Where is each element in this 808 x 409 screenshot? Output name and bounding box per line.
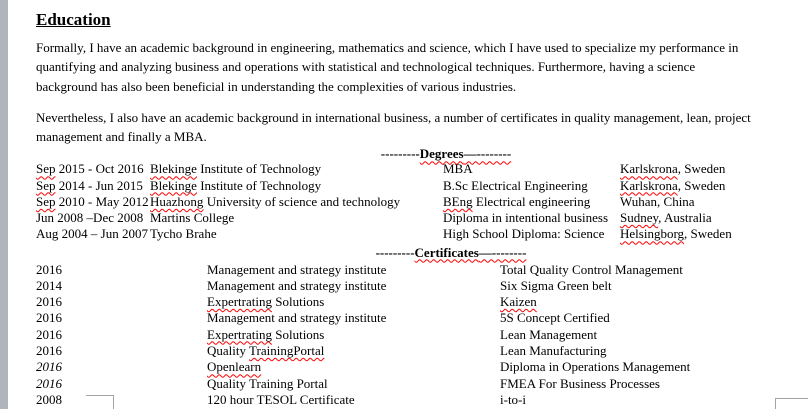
certificate-name: Six Sigma Green belt xyxy=(500,277,612,293)
misspelled-word: Openlearn xyxy=(207,359,262,375)
degree-row xyxy=(36,194,776,210)
certificate-issuer xyxy=(207,359,500,375)
degree-row xyxy=(36,226,776,242)
certificate-year: 2014 xyxy=(36,277,62,293)
degree-period: Jun 2008 –Dec 2008 xyxy=(36,210,144,226)
degree-location: Sudney, Australia xyxy=(620,210,712,226)
certificate-issuer: Management and strategy institute xyxy=(207,277,387,293)
certificate-name: 5S Concept Certified xyxy=(500,310,610,326)
text-boundary-mark-right xyxy=(775,398,808,409)
misspelled-word: Kaizen xyxy=(500,294,537,310)
text-boundary-mark-left xyxy=(86,395,114,409)
certificate-issuer: Quality TrainingPortal xyxy=(207,342,325,358)
degrees-heading-word: Degrees—-------- xyxy=(419,146,512,162)
certificate-year: 2016 xyxy=(36,359,62,375)
misspelled-word: Blekinge xyxy=(150,177,197,193)
misspelled-word: Huazhong xyxy=(150,193,204,209)
degree-name: Diploma in intentional business xyxy=(443,210,609,226)
degree-period: Sep 2015 - Oct 2016 xyxy=(36,161,144,177)
misspelled-word: Expertrating xyxy=(207,326,272,342)
certificate-issuer: Management and strategy institute xyxy=(207,310,387,326)
certificate-year: 2016 xyxy=(36,342,62,358)
certificate-year: 2016 xyxy=(36,294,62,310)
degree-row xyxy=(36,210,776,226)
certificates-heading xyxy=(81,246,808,260)
certificate-name xyxy=(500,294,776,310)
left-margin-strip xyxy=(0,0,8,409)
degree-location: Karlskrona, Sweden xyxy=(620,161,726,177)
degrees-heading xyxy=(76,147,808,161)
degree-period: Sep 2014 - Jun 2015 xyxy=(36,177,143,193)
degree-name: B.Sc Electrical Engineering xyxy=(443,177,588,193)
certificates-heading-word: Certificates—-------- xyxy=(414,244,527,260)
intro-paragraph: Formally, I have an academic background in engineering, mathematics and science, which I have used to specialize my performance in quantifying and analyzing business and operations with statistical and technological techniques. Furthermore, having a science background has also been beneficial in understanding the complexities of various industries. xyxy=(36,40,739,94)
certificate-name: Lean Management xyxy=(500,326,598,342)
misspelled-word: Karlskrona xyxy=(620,177,678,193)
degree-row xyxy=(36,161,776,177)
misspelled-word: TrainingPortal xyxy=(249,342,325,358)
certificate-year: 2016 xyxy=(36,310,62,326)
certificate-issuer: Quality Training Portal xyxy=(207,375,328,391)
certificate-row xyxy=(36,343,776,359)
certificate-issuer: Expertrating Solutions xyxy=(207,326,325,342)
document-text-area[interactable] xyxy=(36,10,776,408)
degree-institution: Blekinge Institute of Technology xyxy=(150,161,322,177)
certificate-row xyxy=(36,310,776,326)
certificate-row xyxy=(36,392,776,408)
misspelled-word: Blekinge xyxy=(150,161,197,177)
certificate-row xyxy=(36,376,776,392)
certificate-row xyxy=(36,262,776,278)
misspelled-word: Karlskrona xyxy=(620,161,678,177)
certificate-row xyxy=(36,359,776,375)
misspelled-word: Helsingborg xyxy=(620,226,685,242)
certificate-name: FMEA For Business Processes xyxy=(500,375,660,391)
certificate-year: 2016 xyxy=(36,375,62,391)
misspelled-word: Sep xyxy=(36,177,56,193)
degree-row xyxy=(36,178,776,194)
certificate-year: 2008 xyxy=(36,391,62,407)
certificate-name: Total Quality Control Management xyxy=(500,261,683,277)
certificate-row xyxy=(36,278,776,294)
misspelled-word: Sudney xyxy=(620,210,659,226)
degree-location: Helsingborg, Sweden xyxy=(620,226,732,242)
degree-location: Wuhan, China xyxy=(620,193,695,209)
certificate-name: Lean Manufacturing xyxy=(500,342,607,358)
degree-name: MBA xyxy=(443,161,473,177)
degrees-table xyxy=(36,161,776,242)
certificate-name: i-to-i xyxy=(500,391,526,407)
certificate-issuer: 120 hour TESOL Certificate xyxy=(207,391,355,407)
certificate-year: 2016 xyxy=(36,326,62,342)
degree-name: BEng Electrical engineering xyxy=(443,193,591,209)
misspelled-word: BEng xyxy=(443,193,473,209)
degrees-heading-dashes: --------- xyxy=(380,146,420,162)
misspelled-word: Sep xyxy=(36,161,56,177)
degree-period: Aug 2004 – Jun 2007 xyxy=(36,226,148,242)
degree-location: Karlskrona, Sweden xyxy=(620,177,726,193)
certificates-heading-dashes: --------- xyxy=(375,244,415,260)
misspelled-word: Sep xyxy=(36,193,56,209)
certificate-issuer: Management and strategy institute xyxy=(207,261,387,277)
degree-institution: Blekinge Institute of Technology xyxy=(150,177,322,193)
certificate-row xyxy=(36,327,776,343)
degree-institution: Huazhong University of science and technology xyxy=(150,193,401,209)
education-title: Education xyxy=(36,10,111,29)
certificate-row xyxy=(36,294,776,310)
certificate-issuer: Expertrating Solutions xyxy=(207,294,325,310)
degree-period: Sep 2010 - May 2012 xyxy=(36,193,149,209)
certificate-name: Diploma in Operations Management xyxy=(500,359,691,375)
misspelled-word: Expertrating xyxy=(207,294,272,310)
certificates-table xyxy=(36,262,776,409)
degree-institution: Martins College xyxy=(150,210,235,226)
degree-name: High School Diploma: Science xyxy=(443,226,605,242)
certificate-year: 2016 xyxy=(36,261,62,277)
degree-institution: Tycho Brahe xyxy=(150,226,217,242)
second-paragraph: Nevertheless, I also have an academic background in international business, a number of certificates in quality management, lean, project management and finally a MBA. xyxy=(36,109,751,145)
